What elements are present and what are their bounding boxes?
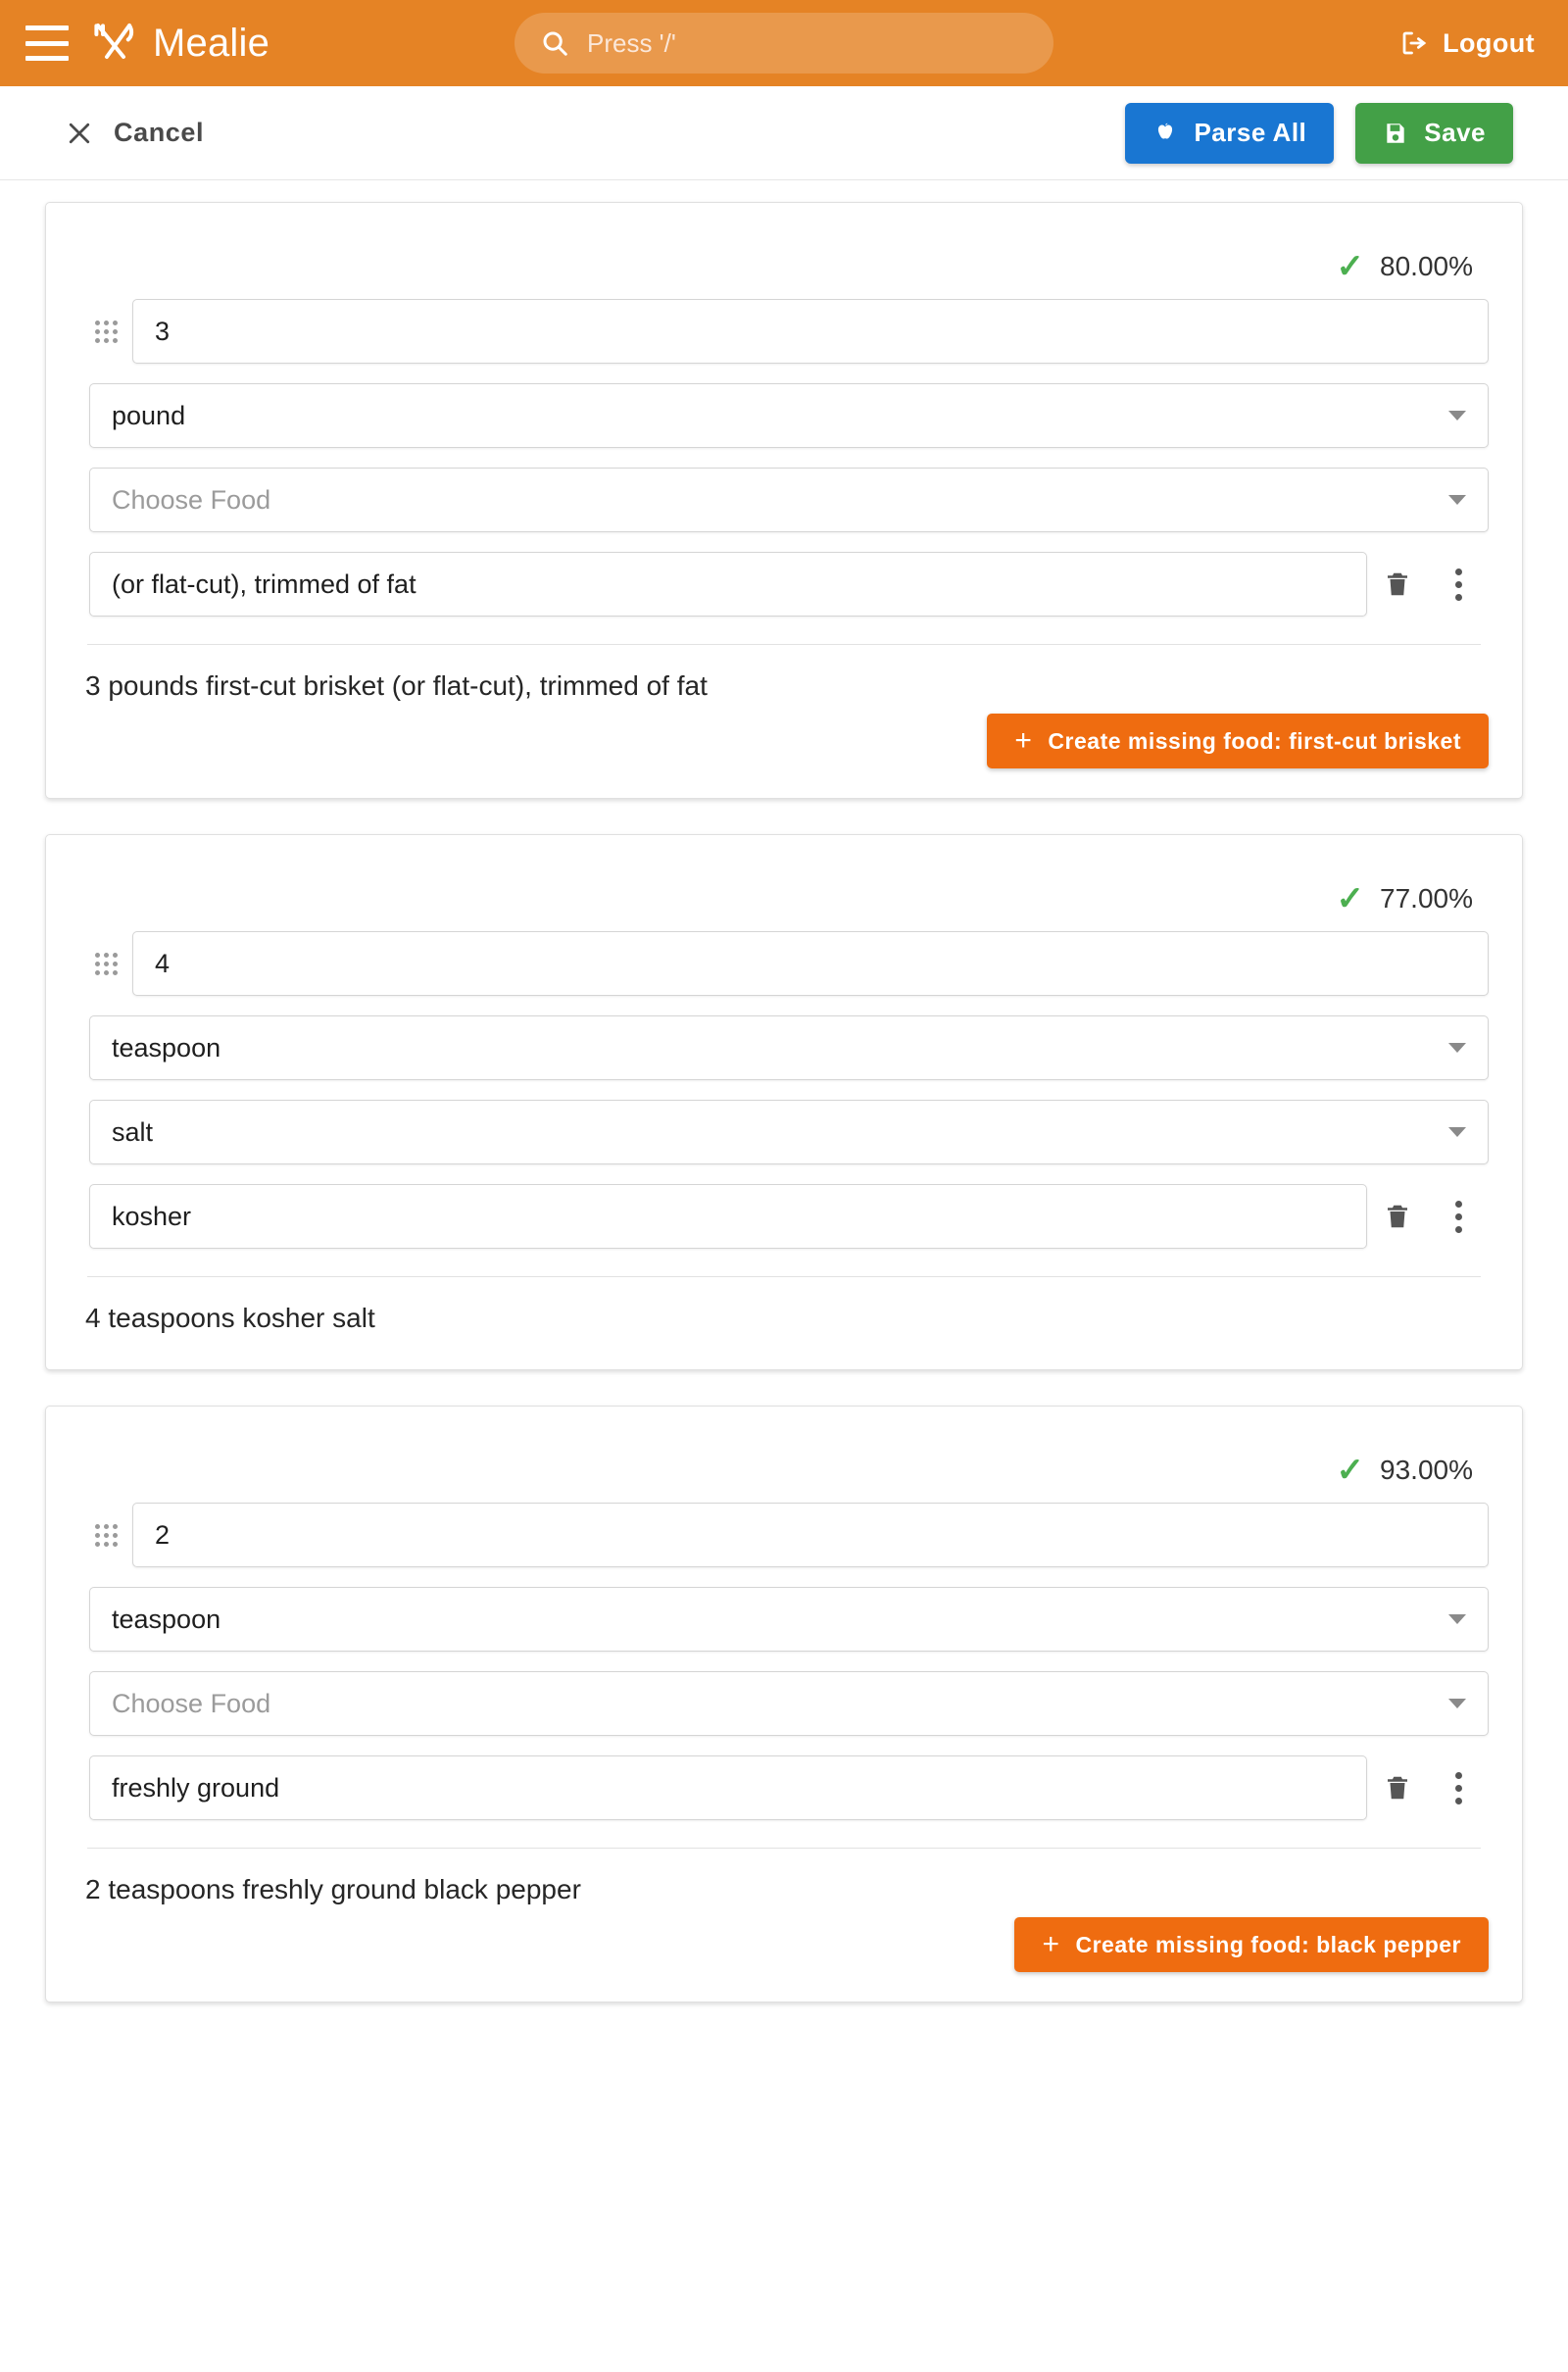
quantity-input[interactable] [132,299,1489,364]
logout-icon [1399,28,1429,58]
original-text: 3 pounds first-cut brisket (or flat-cut), trimmed of fat [85,670,708,701]
chevron-down-icon[interactable] [1448,1127,1466,1137]
close-icon [65,119,94,148]
note-row [79,1184,1489,1249]
logout-label: Logout [1443,27,1535,58]
quantity-row [79,1503,1489,1567]
food-row [79,1671,1489,1736]
check-icon: ✓ [1336,880,1365,917]
save-button[interactable] [1355,103,1513,164]
original-text: 2 teaspoons freshly ground black pepper [85,1874,581,1904]
unit-row [79,1587,1489,1652]
note-input[interactable] [89,1184,1367,1249]
food-select[interactable] [89,1100,1489,1164]
confidence-value: 93.00% [1380,1455,1473,1485]
quantity-input[interactable] [132,1503,1489,1567]
check-icon: ✓ [1336,248,1365,285]
cancel-label: Cancel [114,118,205,147]
confidence-value: 77.00% [1380,883,1473,914]
food-select[interactable] [89,1671,1489,1736]
chevron-down-icon[interactable] [1448,1699,1466,1708]
food-value: Choose Food [112,484,271,515]
note-row [79,552,1489,617]
quantity-row [79,299,1489,364]
create-missing-food-button[interactable] [1014,1917,1489,1972]
drag-handle-icon[interactable] [79,321,132,343]
unit-row [79,383,1489,448]
chevron-down-icon[interactable] [1448,411,1466,420]
quantity-value: 3 [155,316,171,346]
note-value: (or flat-cut), trimmed of fat [112,568,416,599]
search-icon [540,28,569,58]
kebab-menu-icon [1455,1201,1462,1233]
create-missing-row [79,708,1489,768]
unit-value: teaspoon [112,1032,221,1062]
delete-ingredient-button[interactable] [1367,1757,1428,1818]
create-missing-food-label: Create missing food: black pepper [1075,1931,1461,1957]
unit-value: teaspoon [112,1604,221,1634]
quantity-value: 2 [155,1519,171,1550]
app-bar [0,0,1568,86]
food-value: Choose Food [112,1688,271,1718]
save-label: Save [1424,118,1486,147]
original-text: 4 teaspoons kosher salt [85,1303,375,1333]
ingredient-list [0,180,1568,2077]
unit-select[interactable] [89,1587,1489,1652]
confidence-indicator [79,861,1489,931]
note-input[interactable] [89,1755,1367,1820]
plus-icon: + [1014,724,1033,757]
create-missing-row [79,1911,1489,1972]
logout-button[interactable] [1399,28,1535,59]
ingredient-more-menu-button[interactable] [1428,1186,1489,1247]
search-box[interactable] [514,13,1054,74]
create-missing-food-button[interactable] [987,714,1489,768]
note-input[interactable] [89,552,1367,617]
note-row [79,1755,1489,1820]
food-row [79,468,1489,532]
delete-ingredient-button[interactable] [1367,554,1428,615]
confidence-indicator [79,228,1489,299]
crossed-utensils-icon [90,20,137,67]
confidence-value: 80.00% [1380,251,1473,281]
food-value: salt [112,1116,154,1147]
quantity-value: 4 [155,948,171,978]
trash-icon [1383,1202,1412,1231]
search-input[interactable] [585,27,1028,60]
delete-ingredient-button[interactable] [1367,1186,1428,1247]
editor-toolbar [0,86,1568,180]
confidence-indicator [79,1432,1489,1503]
chevron-down-icon[interactable] [1448,1614,1466,1624]
unit-select[interactable] [89,383,1489,448]
food-select[interactable] [89,468,1489,532]
trash-icon [1383,1773,1412,1803]
drag-handle-icon[interactable] [79,1524,132,1547]
quantity-input[interactable] [132,931,1489,996]
kebab-menu-icon [1455,568,1462,601]
ingredient-more-menu-button[interactable] [1428,1757,1489,1818]
app-title: Mealie [153,21,270,65]
unit-select[interactable] [89,1015,1489,1080]
ingredient-card [45,202,1523,799]
check-icon: ✓ [1336,1452,1365,1489]
ingredient-card [45,834,1523,1370]
apple-icon [1152,121,1178,146]
unit-value: pound [112,400,186,430]
chevron-down-icon[interactable] [1448,495,1466,505]
kebab-menu-icon [1455,1772,1462,1804]
cancel-button[interactable] [65,118,204,148]
plus-icon: + [1042,1928,1060,1960]
parse-all-button[interactable] [1125,103,1334,164]
ingredient-more-menu-button[interactable] [1428,554,1489,615]
create-missing-food-label: Create missing food: first-cut brisket [1048,727,1461,754]
drag-handle-icon[interactable] [79,953,132,975]
trash-icon [1383,569,1412,599]
food-row [79,1100,1489,1164]
hamburger-menu-icon[interactable] [25,25,69,61]
unit-row [79,1015,1489,1080]
ingredient-card [45,1406,1523,2002]
save-disk-icon [1383,121,1408,146]
note-value: kosher [112,1201,192,1231]
quantity-row [79,931,1489,996]
parse-all-label: Parse All [1194,118,1307,147]
note-value: freshly ground [112,1772,280,1803]
chevron-down-icon[interactable] [1448,1043,1466,1053]
